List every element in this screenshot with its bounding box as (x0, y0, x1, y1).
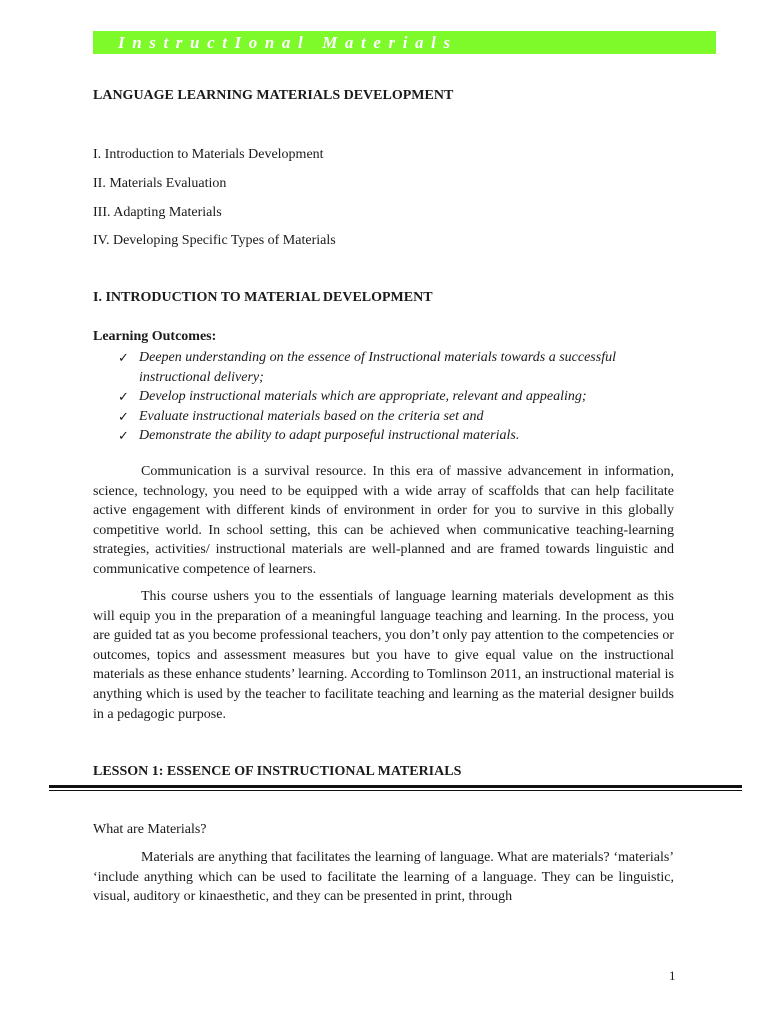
outcome-text: Deepen understanding on the essence of Instructional materials towards a successful instructional delivery; (139, 350, 616, 385)
toc-item-1: I. Introduction to Materials Development (93, 147, 324, 162)
outcome-text: Evaluate instructional materials based on the criteria set and (139, 408, 484, 424)
lesson-paragraph: Materials are anything that facilitates the learning of language. What are materials? ‘materials’ ‘include anything which can be used to facilitate the learning of a language. They can be linguistic, visual, auditory or kinaesthetic, and they can be presented in print, through (93, 850, 674, 905)
outcome-text: Develop instructional materials which are appropriate, relevant and appealing; (139, 389, 587, 404)
learning-outcomes-label: Learning Outcomes: (93, 329, 217, 344)
body-paragraph-2: This course ushers you to the essentials of language learning materials development as this will equip you in the preparation of a meaningful language teaching and learning. In the process, you are guided tat as you become professional teachers, you don’t only pay attention to the competencies or outcomes, topics and assessment measures but you have to give equal value on the instructional materials as these enhance students’ learning. According to Tomlinson 2011, an instructional material is anything which is used by the teacher to facilitate teaching and learning as the material designer builds in a pedagogic purpose. (93, 589, 674, 722)
toc-item-3: III. Adapting Materials (93, 205, 222, 220)
checkmark-icon: ✓ (118, 389, 129, 404)
checkmark-icon: ✓ (118, 428, 129, 443)
body-paragraph-1: Communication is a survival resource. In this era of massive advancement in information, science, technology, you need to be equipped with a wide array of scaffolds that can help facilitate active engagement with different kinds of environment in order for you to survive in this globally competitive world. In school setting, this can be achieved when communicative teaching-learning strategies, activities/ instructional materials are well-planned and are framed towards linguistic and communicative competence of learners. (93, 464, 674, 577)
divider (49, 785, 742, 788)
toc-item-2: II. Materials Evaluation (93, 176, 227, 191)
question-heading: What are Materials? (93, 822, 207, 837)
checkmark-icon: ✓ (118, 350, 129, 365)
lesson-heading: LESSON 1: ESSENCE OF INSTRUCTIONAL MATERIALS (93, 764, 462, 779)
document-title: LANGUAGE LEARNING MATERIALS DEVELOPMENT (93, 88, 454, 103)
toc-item-4: IV. Developing Specific Types of Materials (93, 233, 336, 248)
page-number: 1 (669, 968, 676, 983)
section-heading: I. INTRODUCTION TO MATERIAL DEVELOPMENT (93, 290, 433, 305)
learning-outcomes-list (118, 348, 674, 446)
divider (49, 790, 742, 791)
list-item (118, 387, 674, 407)
list-item (118, 348, 674, 387)
list-item (118, 426, 674, 446)
outcome-text: Demonstrate the ability to adapt purposeful instructional materials. (139, 428, 520, 443)
banner-title: InstructIonal Materials (118, 33, 458, 52)
list-item (118, 407, 674, 427)
header-banner (93, 31, 716, 54)
checkmark-icon: ✓ (118, 408, 129, 424)
